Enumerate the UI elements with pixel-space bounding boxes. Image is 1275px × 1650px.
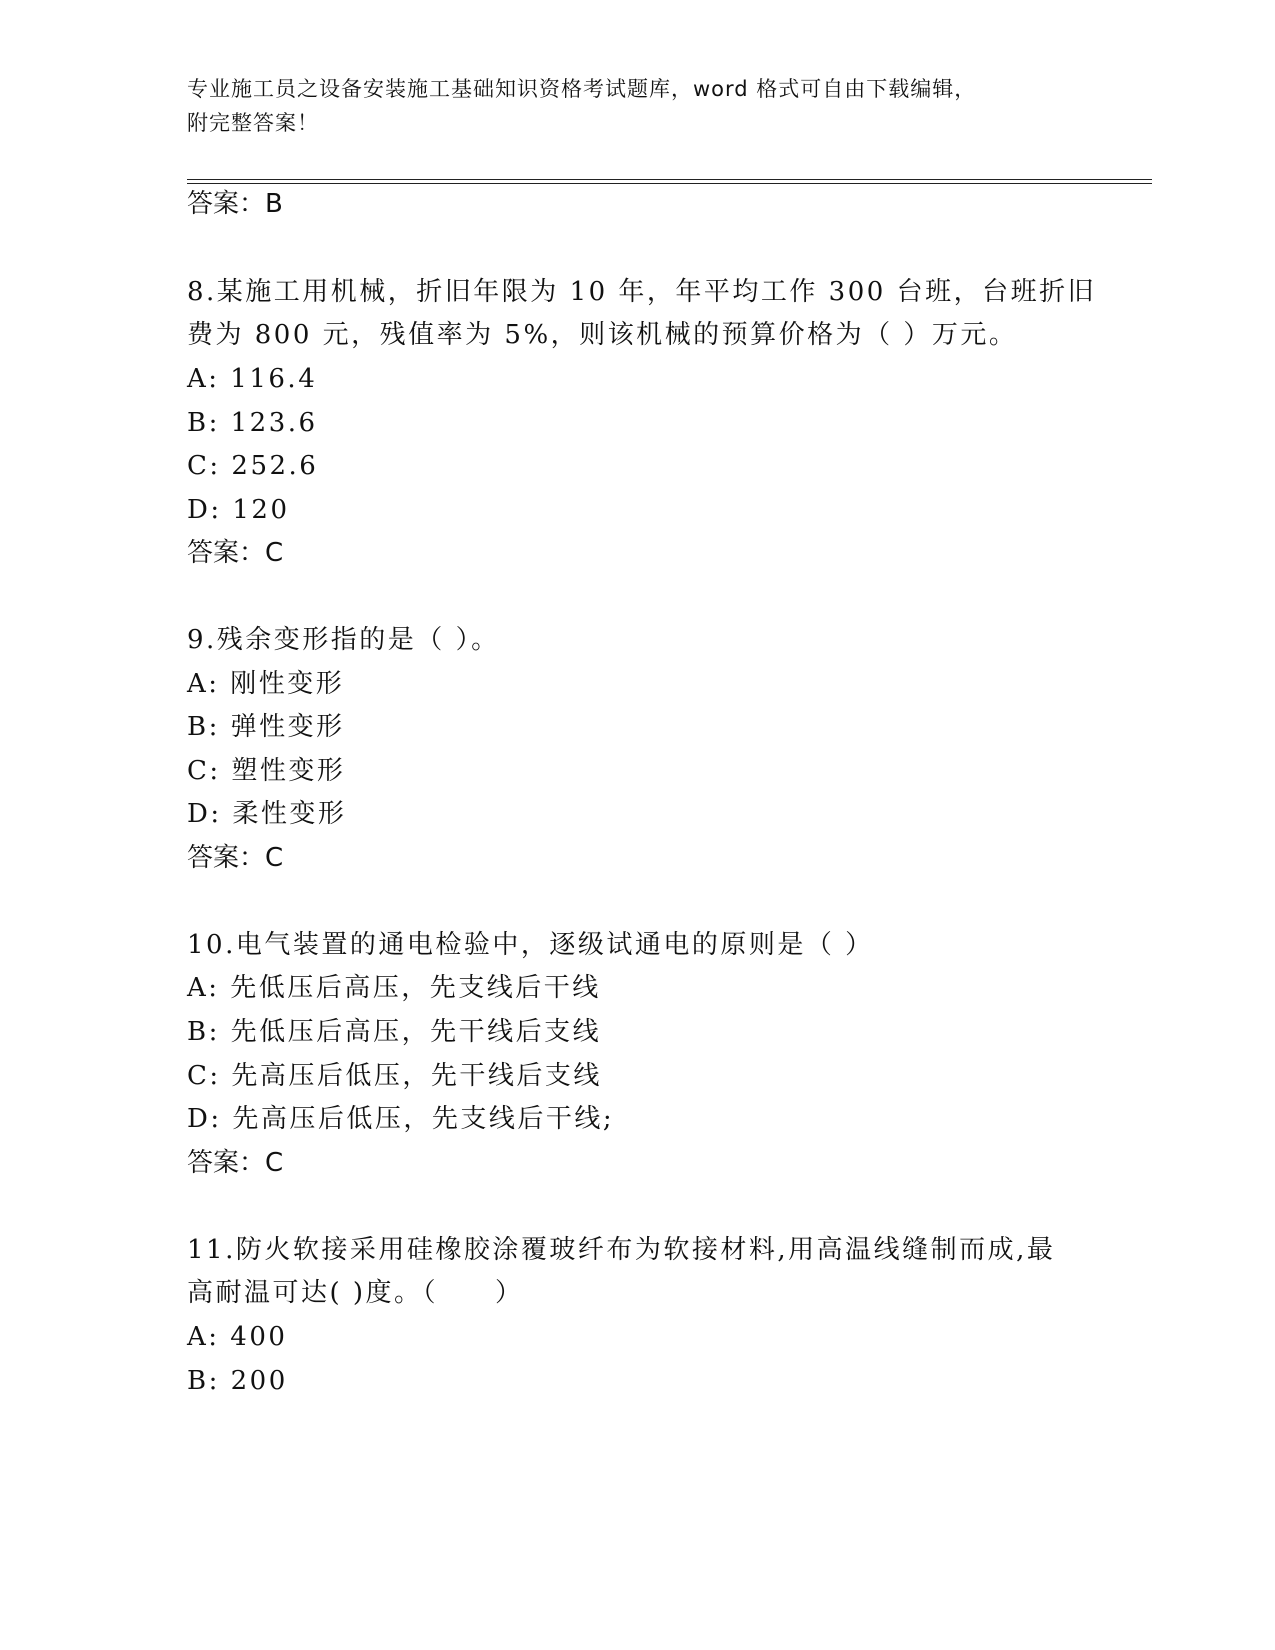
q11-option-b: B: 200 <box>187 1366 288 1396</box>
q8-option-b: B: 123.6 <box>187 408 318 438</box>
q10-option-b: B: 先低压后高压，先干线后支线 <box>187 1017 602 1047</box>
q10-option-d: D: 先高压后低压，先支线后干线; <box>187 1104 615 1134</box>
answer-previous: 答案：B <box>187 189 283 219</box>
q10-option-c: C: 先高压后低压，先干线后支线 <box>187 1061 602 1091</box>
q9-option-b: B: 弹性变形 <box>187 712 345 742</box>
q8-option-d: D: 120 <box>187 495 290 525</box>
q11-option-a: A: 400 <box>187 1322 288 1352</box>
q11-stem-line-2: 高耐温可达( )度。（ ） <box>187 1278 524 1308</box>
q8-option-c: C: 252.6 <box>187 451 319 481</box>
q9-option-a: A: 刚性变形 <box>187 669 345 699</box>
header-line-1: 专业施工员之设备安装施工基础知识资格考试题库，word 格式可自由下载编辑， <box>187 77 977 101</box>
header-line-2: 附完整答案！ <box>187 111 319 135</box>
q9-option-d: D: 柔性变形 <box>187 799 347 829</box>
q9-stem: 9.残余变形指的是（ ）。 <box>187 625 500 655</box>
q8-option-a: A: 116.4 <box>187 364 318 394</box>
q10-answer: 答案：C <box>187 1148 284 1178</box>
header-rule-bottom <box>187 183 1152 184</box>
q8-answer: 答案：C <box>187 538 284 568</box>
header-rule-top <box>187 179 1152 180</box>
q10-stem: 10.电气装置的通电检验中，逐级试通电的原则是（ ） <box>187 930 874 960</box>
q9-answer: 答案：C <box>187 843 284 873</box>
q8-stem-line-1: 8.某施工用机械，折旧年限为 10 年，年平均工作 300 台班，台班折旧 <box>187 277 1097 307</box>
q10-option-a: A: 先低压后高压，先支线后干线 <box>187 973 601 1003</box>
document-header <box>187 72 1087 140</box>
q9-option-c: C: 塑性变形 <box>187 756 346 786</box>
q8-stem-line-2: 费为 800 元，残值率为 5%，则该机械的预算价格为（ ）万元。 <box>187 320 1018 350</box>
q11-stem-line-1: 11.防火软接采用硅橡胶涂覆玻纤布为软接材料,用高温线缝制而成,最 <box>187 1235 1056 1265</box>
